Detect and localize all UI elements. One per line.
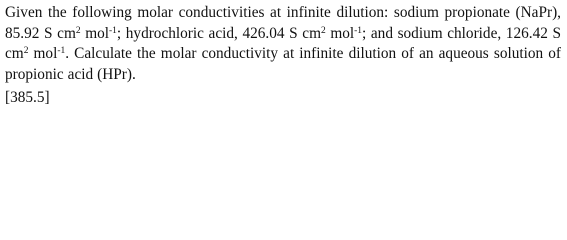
exponent: -1: [109, 25, 117, 36]
statement-text-4: mol: [325, 24, 355, 42]
exponent: 2: [23, 45, 29, 56]
exponent: 2: [75, 25, 81, 36]
exponent: -1: [57, 45, 66, 56]
statement-text-6: mol: [28, 45, 58, 62]
statement-text-1: Given the following molar conductivities at infinite dilution: sodium propionate (NaPr), 85.92 S cm: [5, 4, 561, 42]
answer: [385.5]: [5, 89, 50, 106]
statement-text-2: mol: [80, 24, 110, 42]
exponent: 2: [320, 25, 326, 36]
statement-text-3: ; hydrochloric acid, 426.04 S cm: [116, 24, 321, 42]
problem-block: [5, 3, 561, 109]
problem-statement: [5, 3, 561, 85]
exponent: -1: [354, 25, 363, 36]
statement-text-7: . Calculate the molar conductivity at infinite dilution of an aqueous solution of propionic acid (HPr).: [5, 45, 561, 83]
statement-text-5: ; and sodium chloride, 126.42 S cm: [5, 24, 561, 62]
